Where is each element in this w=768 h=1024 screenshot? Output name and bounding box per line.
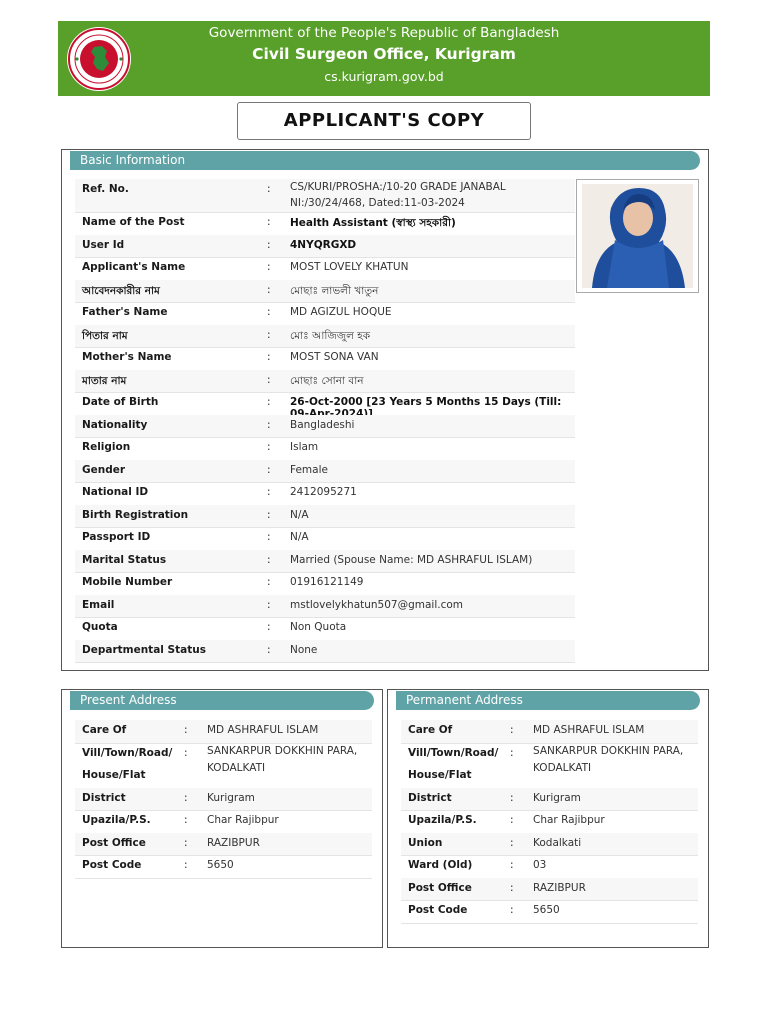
field-value: মোছাঃ লাভলী খাতুন	[290, 284, 379, 297]
field-label: Mobile Number	[82, 576, 173, 588]
field-label: Care Of	[408, 724, 453, 736]
field-label: Upazila/P.S.	[82, 814, 151, 826]
field-label: Departmental Status	[82, 643, 206, 656]
field-label: Nationality	[82, 418, 148, 431]
field-label: Applicant's Name	[82, 261, 186, 273]
field-value: Female	[290, 463, 328, 476]
info-row	[75, 437, 575, 461]
field-colon: :	[267, 643, 271, 656]
info-row	[401, 743, 698, 789]
field-colon: :	[267, 373, 271, 386]
field-value: 03	[533, 859, 547, 871]
field-label: Name of the Post	[82, 216, 185, 228]
field-value: Char Rajibpur	[207, 814, 279, 826]
field-colon: :	[267, 396, 271, 408]
field-value: RAZIBPUR	[207, 836, 260, 849]
info-row	[75, 347, 575, 371]
info-row	[75, 235, 575, 259]
field-value: SANKARPUR DOKKHIN PARA,	[533, 744, 684, 757]
field-value: 01916121149	[290, 576, 364, 588]
field-label: Marital Status	[82, 553, 167, 566]
field-colon: :	[184, 746, 188, 759]
info-row	[75, 527, 575, 551]
field-label: Ref. No.	[82, 183, 129, 195]
info-row	[75, 743, 372, 789]
field-colon: :	[267, 598, 271, 611]
present-address-panel	[61, 689, 383, 948]
field-value: MOST LOVELY KHATUN	[290, 261, 409, 273]
present-address-title: Present Address	[70, 691, 374, 710]
field-value: Married (Spouse Name: MD ASHRAFUL ISLAM)	[290, 553, 533, 566]
field-colon: :	[510, 791, 514, 804]
field-value: N/A	[290, 531, 309, 543]
field-value: N/A	[290, 508, 309, 521]
field-colon: :	[184, 836, 188, 849]
field-value: মোঃ আজিজুল হক	[290, 329, 371, 342]
field-colon: :	[267, 463, 271, 476]
field-label: House/Flat	[82, 768, 146, 781]
field-value: MD ASHRAFUL ISLAM	[207, 724, 319, 736]
field-colon: :	[267, 486, 271, 498]
field-value: CS/KURI/PROSHA:/10-20 GRADE JANABAL	[290, 181, 506, 193]
field-label: আবেদনকারীর নাম	[82, 284, 160, 297]
info-row	[75, 640, 575, 664]
info-row	[75, 460, 575, 484]
field-value: 5650	[533, 904, 560, 916]
field-colon: :	[510, 881, 514, 894]
info-row	[401, 720, 698, 744]
info-row	[75, 810, 372, 834]
info-row	[75, 788, 372, 812]
field-value: Bangladeshi	[290, 418, 355, 431]
field-colon: :	[267, 553, 271, 566]
info-row	[75, 302, 575, 326]
field-value: None	[290, 643, 318, 656]
field-colon: :	[510, 746, 514, 759]
info-row	[75, 617, 575, 641]
info-row	[401, 833, 698, 857]
info-row	[401, 810, 698, 834]
field-label: Upazila/P.S.	[408, 814, 477, 826]
info-row	[75, 550, 575, 574]
government-name: Government of the People's Republic of Bangladesh	[208, 25, 560, 41]
info-row	[75, 720, 372, 744]
info-row	[75, 392, 575, 416]
field-colon: :	[510, 836, 514, 849]
field-label: Post Code	[82, 859, 142, 871]
field-value: NI:/30/24/468, Dated:11-03-2024	[290, 197, 465, 209]
field-colon: :	[267, 508, 271, 521]
info-row	[75, 257, 575, 281]
field-value: MD AGIZUL HOQUE	[290, 306, 392, 318]
field-label: পিতার নাম	[82, 329, 128, 342]
info-row	[75, 370, 575, 394]
field-label: Passport ID	[82, 531, 151, 543]
field-value: MD ASHRAFUL ISLAM	[533, 724, 645, 736]
field-colon: :	[267, 418, 271, 431]
field-label: Quota	[82, 621, 118, 633]
field-label: User Id	[82, 238, 125, 251]
field-colon: :	[184, 814, 188, 826]
permanent-address-panel	[387, 689, 709, 948]
field-value: মোছাঃ সোনা বান	[290, 374, 364, 387]
field-label: House/Flat	[408, 768, 472, 781]
info-row	[75, 212, 575, 236]
info-row	[75, 482, 575, 506]
field-colon: :	[184, 724, 188, 736]
field-value: KODALKATI	[207, 761, 266, 774]
info-row	[75, 325, 575, 349]
field-value: Char Rajibpur	[533, 814, 605, 826]
field-value: Health Assistant (স্বাস্থ্য সহকারী)	[290, 217, 456, 229]
field-colon: :	[267, 441, 271, 453]
field-label: Religion	[82, 441, 131, 453]
field-colon: :	[267, 238, 271, 251]
applicant-photo	[576, 179, 699, 293]
field-value: SANKARPUR DOKKHIN PARA,	[207, 744, 358, 757]
info-row	[75, 855, 372, 879]
field-value: mstlovelykhatun507@gmail.com	[290, 598, 464, 611]
info-row	[401, 855, 698, 879]
info-row	[75, 415, 575, 439]
field-value: Kodalkati	[533, 836, 582, 849]
field-label: Mother's Name	[82, 351, 172, 363]
field-value: 5650	[207, 859, 234, 871]
field-label: District	[408, 791, 452, 804]
field-value: 26-Oct-2000 [23 Years 5 Months 15 Days (Till:	[290, 396, 562, 408]
field-colon: :	[267, 576, 271, 588]
field-label: Gender	[82, 463, 126, 476]
field-colon: :	[267, 328, 271, 341]
info-row	[401, 788, 698, 812]
field-label: Birth Registration	[82, 508, 189, 521]
field-label: Vill/Town/Road/	[408, 746, 499, 759]
field-label: Post Office	[408, 881, 472, 894]
field-value: 2412095271	[290, 486, 357, 498]
office-website: cs.kurigram.gov.bd	[324, 69, 444, 84]
permanent-address-title: Permanent Address	[396, 691, 700, 710]
field-label: Vill/Town/Road/	[82, 746, 173, 759]
info-row	[75, 833, 372, 857]
field-label: Email	[82, 598, 115, 611]
field-colon: :	[267, 351, 271, 363]
field-label: Ward (Old)	[408, 859, 473, 871]
field-colon: :	[267, 183, 271, 195]
field-label: Father's Name	[82, 306, 168, 318]
field-value: Islam	[290, 441, 319, 453]
field-colon: :	[267, 216, 271, 228]
info-row	[75, 572, 575, 596]
field-label: মাতার নাম	[82, 374, 127, 387]
field-colon: :	[267, 283, 271, 296]
field-value: RAZIBPUR	[533, 881, 586, 894]
field-value: MOST SONA VAN	[290, 351, 379, 363]
field-label: Post Code	[408, 904, 468, 916]
field-colon: :	[184, 859, 188, 871]
field-label: National ID	[82, 486, 149, 498]
field-colon: :	[510, 724, 514, 736]
field-label: Date of Birth	[82, 396, 159, 408]
field-colon: :	[510, 814, 514, 826]
basic-information-title: Basic Information	[70, 151, 700, 170]
info-row	[75, 505, 575, 529]
field-colon: :	[267, 531, 271, 543]
field-colon: :	[184, 791, 188, 804]
field-label: District	[82, 791, 126, 804]
page-header	[58, 21, 710, 96]
field-colon: :	[510, 859, 514, 871]
field-colon: :	[267, 306, 271, 318]
field-colon: :	[267, 261, 271, 273]
field-value: Kurigram	[207, 791, 255, 804]
info-row	[75, 595, 575, 619]
info-row	[401, 878, 698, 902]
field-value: KODALKATI	[533, 761, 592, 774]
info-row	[75, 280, 575, 304]
applicant-copy-title: APPLICANT'S COPY	[237, 102, 531, 140]
field-label: Union	[408, 836, 443, 849]
office-name: Civil Surgeon Office, Kurigram	[252, 45, 516, 63]
field-colon: :	[510, 904, 514, 916]
field-colon: :	[267, 621, 271, 633]
info-row	[75, 179, 575, 213]
field-value: Kurigram	[533, 791, 581, 804]
field-value: 4NYQRGXD	[290, 238, 357, 251]
field-value: Non Quota	[290, 621, 347, 633]
field-label: Post Office	[82, 836, 146, 849]
info-row	[401, 900, 698, 924]
field-label: Care Of	[82, 724, 127, 736]
